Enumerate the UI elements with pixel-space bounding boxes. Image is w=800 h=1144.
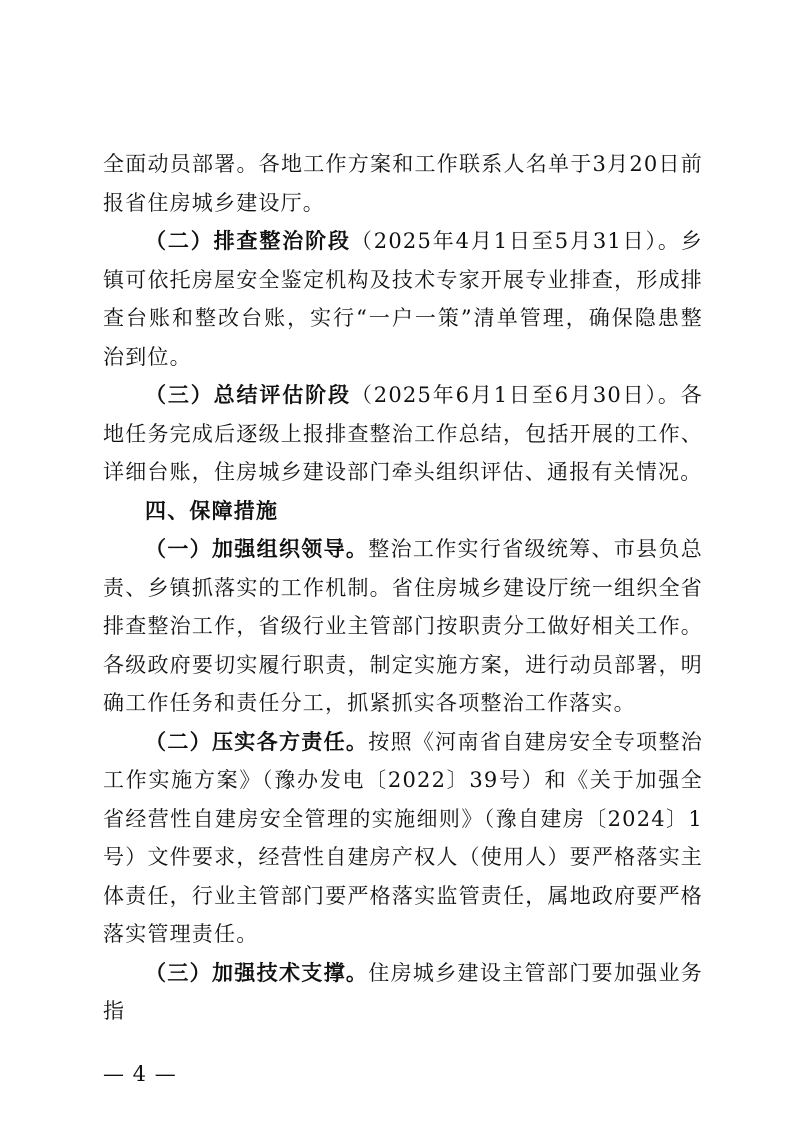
paragraph-responsibility xyxy=(103,723,703,954)
subheading-evaluation-stage: （三）总结评估阶段 xyxy=(145,382,351,407)
subheading-organization: （一）加强组织领导。 xyxy=(145,536,369,561)
paragraph-organization xyxy=(103,530,703,723)
section-heading-safeguards: 四、保障措施 xyxy=(145,498,279,523)
paragraph-continuation: 全面动员部署。各地工作方案和工作联系人名单于3月20日前报省住房城乡建设厅。 xyxy=(103,152,703,215)
paragraph-text: 按照《河南省自建房安全专项整治工作实施方案》（豫办发电〔2022〕39号）和《关于加强全省经营性自建房安全管理的实施细则》（豫自建房〔2024〕1号）文件要求，经营性自建房产权人（使用人）要严格落实主体责任，行业主管部门要严格落实监管责任，属地政府要严格落实管理责任。 xyxy=(103,729,703,946)
paragraph-text: （2025年6月1日至6月30日）。各地任务完成后逐级上报排查整治工作总结，包括开展的工作、详细台账，住房城乡建设部门牵头组织评估、通报有关情况。 xyxy=(103,383,703,484)
document-body xyxy=(103,145,703,1031)
paragraph-investigation-stage xyxy=(103,222,703,376)
paragraph-text: 整治工作实行省级统筹、市县负总责、乡镇抓落实的工作机制。省住房城乡建设厅统一组织全省排查整治工作，省级行业主管部门按职责分工做好相关工作。各级政府要切实履行职责，制定实施方案，进行动员部署，明确工作任务和责任分工，抓紧抓实各项整治工作落实。 xyxy=(103,537,703,715)
paragraph-evaluation-stage xyxy=(103,376,703,492)
paragraph-technical-support xyxy=(103,954,703,1031)
paragraph-text: （2025年4月1日至5月31日）。乡镇可依托房屋安全鉴定机构及技术专家开展专业排查，形成排查台账和整改台账，实行“一户一策”清单管理，确保隐患整治到位。 xyxy=(103,229,703,369)
subheading-investigation-stage: （二）排查整治阶段 xyxy=(145,228,351,253)
subheading-responsibility: （二）压实各方责任。 xyxy=(145,728,369,754)
page-number: — 4 — xyxy=(103,1062,177,1086)
subheading-technical-support: （三）加强技术支撑。 xyxy=(145,959,369,985)
paragraph-text: 住房城乡建设主管部门要加强业务指 xyxy=(103,960,703,1023)
